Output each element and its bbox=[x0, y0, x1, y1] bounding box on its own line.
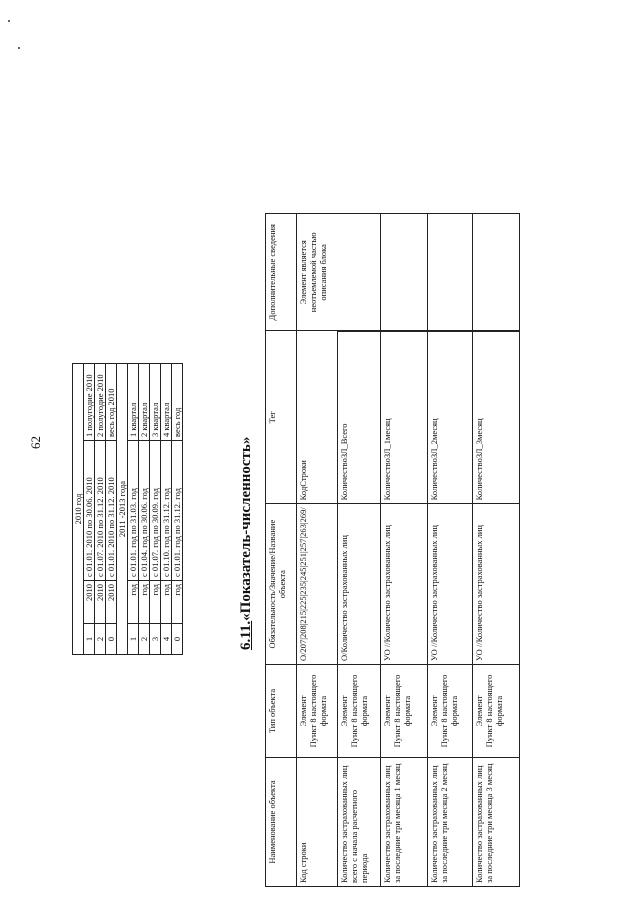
header-req: Обязательность/Значение/Название объекта bbox=[266, 504, 297, 665]
period-row bbox=[172, 364, 183, 655]
period-row bbox=[95, 364, 106, 655]
object-type-line: Элемент bbox=[339, 695, 349, 727]
period-cell: 2010 bbox=[84, 581, 95, 624]
period-cell: 1 полугодие 2010 bbox=[84, 364, 95, 441]
element-row bbox=[428, 214, 473, 887]
period-cell: 2 bbox=[95, 624, 106, 655]
period-cell: 2010 bbox=[106, 581, 117, 624]
period-cell: с 01.01. 2010 по 31.12. 2010 bbox=[106, 441, 117, 581]
additional-info-line: неотъемлемой частью bbox=[307, 232, 318, 313]
object-type bbox=[428, 665, 473, 758]
period-table bbox=[72, 363, 183, 655]
element-table-header bbox=[266, 214, 297, 887]
tag-spacer bbox=[338, 331, 381, 332]
object-type bbox=[297, 665, 338, 758]
object-type-line: формата bbox=[358, 695, 369, 727]
period-row bbox=[128, 364, 139, 655]
object-type-line: формата bbox=[493, 695, 504, 727]
header-info: Дополнительные сведения bbox=[266, 214, 297, 331]
period-cell: год bbox=[128, 581, 139, 624]
object-tag: КоличествоЗЛ_1месяц bbox=[381, 332, 428, 504]
period-cell: 2010 bbox=[95, 581, 106, 624]
additional-info bbox=[428, 214, 473, 331]
period-cell: весь год 2010 bbox=[106, 364, 117, 441]
additional-info-line: описания блока bbox=[317, 244, 328, 301]
period-cell: 1 bbox=[84, 624, 95, 655]
period-row bbox=[106, 364, 117, 655]
tag-spacer bbox=[381, 331, 428, 332]
header-tag: Тег bbox=[266, 331, 297, 504]
tag-spacer bbox=[473, 331, 520, 332]
object-tag: КоличествоЗЛ_3месяц bbox=[473, 332, 520, 504]
period-cell: 0 bbox=[106, 624, 117, 655]
period-cell: с 01.10. год по 31.12. год bbox=[161, 441, 172, 581]
tag-spacer bbox=[428, 331, 473, 332]
page-number: 62 bbox=[28, 436, 43, 449]
object-requirement: О/Количество застрахованных лиц bbox=[338, 504, 381, 665]
object-type-line: Пункт 8 настоящего bbox=[438, 674, 449, 748]
additional-info-line: Элемент является bbox=[298, 240, 308, 305]
period-cell: год bbox=[139, 581, 150, 624]
period-cell: 4 квартал bbox=[161, 364, 172, 441]
object-name: Количество застрахованных лиц всего с начала расчетного периода bbox=[338, 758, 381, 887]
period-cell: 2 квартал bbox=[139, 364, 150, 441]
object-name: Количество застрахованных лиц за последние три месяца 2 месяц bbox=[428, 758, 473, 887]
period-cell: 1 квартал bbox=[128, 364, 139, 441]
period-cell: с 01.01. год по 31.12. год bbox=[172, 441, 183, 581]
period-cell: с 01.07. год по 30.09. год bbox=[150, 441, 161, 581]
period-cell: весь год bbox=[172, 364, 183, 441]
object-type-line: Пункт 8 настоящего bbox=[483, 674, 494, 748]
period-cell: год bbox=[161, 581, 172, 624]
period-cell: 3 bbox=[150, 624, 161, 655]
object-name: Количество застрахованных лиц за последние три месяца 3 месяц bbox=[473, 758, 520, 887]
object-name: Код строки bbox=[297, 758, 338, 887]
object-tag: КоличествоЗЛ_Всего bbox=[338, 332, 381, 504]
element-table bbox=[265, 213, 520, 887]
object-requirement: УО //Количество застрахованных лиц bbox=[473, 504, 520, 665]
object-type bbox=[473, 665, 520, 758]
object-type-line: Пункт 8 настоящего bbox=[307, 674, 318, 748]
period-group-title: 2010 год bbox=[73, 364, 84, 655]
header-name: Наименование объекта bbox=[266, 758, 297, 887]
period-cell: 3 квартал bbox=[150, 364, 161, 441]
object-type-line: формата bbox=[317, 695, 328, 727]
period-cell: с 01.01. год по 31.03. год bbox=[128, 441, 139, 581]
period-cell: 1 bbox=[128, 624, 139, 655]
scan-speck bbox=[18, 47, 20, 49]
object-type-line: Пункт 8 настоящего bbox=[391, 674, 402, 748]
object-tag: КодСтроки bbox=[297, 331, 338, 504]
object-requirement: УО //Количество застрахованных лиц bbox=[428, 504, 473, 665]
element-row bbox=[473, 214, 520, 887]
period-cell: 2 bbox=[139, 624, 150, 655]
object-type-line: формата bbox=[448, 695, 459, 727]
period-row bbox=[84, 364, 95, 655]
object-type bbox=[338, 665, 381, 758]
additional-info bbox=[381, 214, 428, 331]
period-row bbox=[139, 364, 150, 655]
object-type-line: формата bbox=[401, 695, 412, 727]
header-type: Тип объекта bbox=[266, 665, 297, 758]
object-type-line: Пункт 8 настоящего bbox=[348, 674, 359, 748]
object-type-line: Элемент bbox=[298, 695, 308, 727]
object-name: Количество застрахованных лиц за последние три месяца 1 месяц bbox=[381, 758, 428, 887]
element-row bbox=[297, 214, 338, 887]
period-group-title-row bbox=[73, 364, 84, 655]
period-cell: с 01.01. 2010 по 30.06. 2010 bbox=[84, 441, 95, 581]
object-type-line: Элемент bbox=[429, 695, 439, 727]
section-number: 6.11. bbox=[238, 620, 254, 650]
object-tag: КоличествоЗЛ_2месяц bbox=[428, 332, 473, 504]
object-type-line: Элемент bbox=[382, 695, 392, 727]
period-row bbox=[150, 364, 161, 655]
additional-info bbox=[473, 214, 520, 331]
period-row bbox=[161, 364, 172, 655]
period-group-title-row bbox=[117, 364, 128, 655]
section-title bbox=[238, 437, 255, 650]
object-type-line: Элемент bbox=[474, 695, 484, 727]
element-row bbox=[381, 214, 428, 887]
period-group-title: 2011 -2013 года bbox=[117, 364, 128, 655]
period-cell: с 01.04. год по 30.06. год bbox=[139, 441, 150, 581]
period-cell: год bbox=[172, 581, 183, 624]
period-cell: с 01.07. 2010 по 31.12. 2010 bbox=[95, 441, 106, 581]
object-requirement: О/207|208|215|225|235|245|251|257|263|269/ bbox=[297, 504, 338, 665]
object-requirement: УО //Количество застрахованных лиц bbox=[381, 504, 428, 665]
object-type bbox=[381, 665, 428, 758]
scan-speck bbox=[8, 20, 10, 22]
period-cell: 0 bbox=[172, 624, 183, 655]
period-cell: год bbox=[150, 581, 161, 624]
additional-info bbox=[297, 214, 381, 331]
section-name: «Показатель-численность» bbox=[238, 436, 254, 621]
period-cell: 4 bbox=[161, 624, 172, 655]
period-cell: 2 полугодие 2010 bbox=[95, 364, 106, 441]
